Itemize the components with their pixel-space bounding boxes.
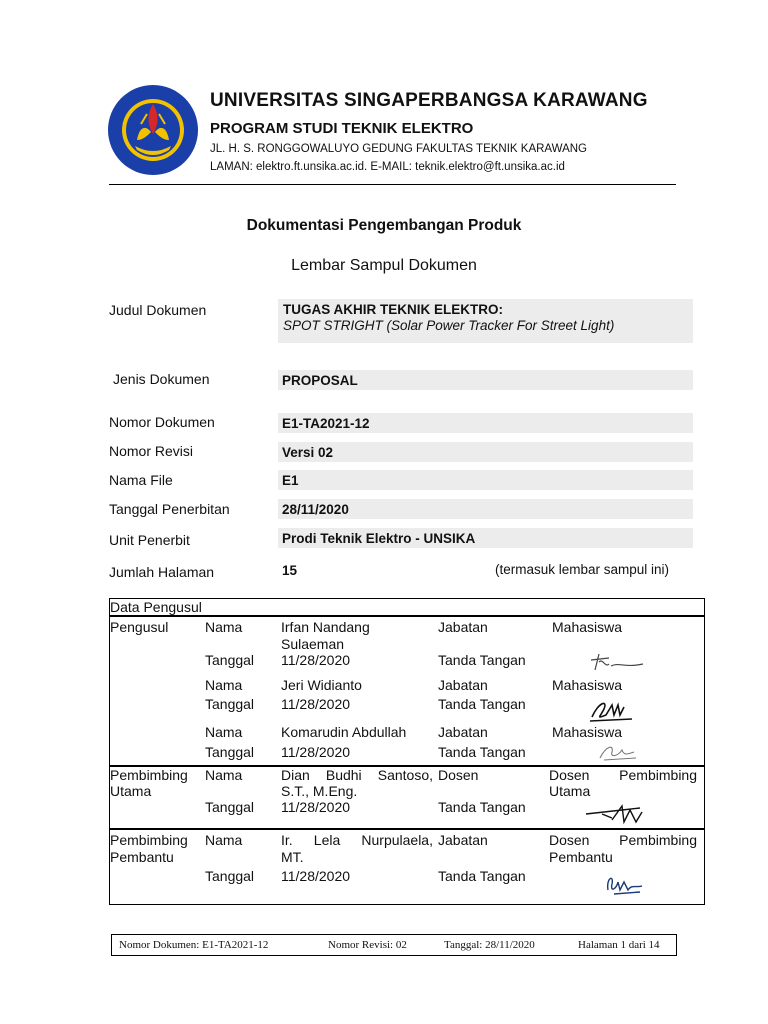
nomor-value: E1-TA2021-12 (278, 413, 693, 433)
nama-label: Nama (205, 724, 243, 740)
ttd-label: Tanda Tangan (438, 652, 526, 668)
nama-label: Nama (205, 619, 243, 635)
judul-line-1: TUGAS AKHIR TEKNIK ELEKTRO: (283, 302, 503, 317)
tanggal-label: Tanggal Penerbitan (109, 501, 230, 517)
ttd-label: Tanda Tangan (438, 744, 526, 760)
person-role-cont: Pembantu (549, 849, 613, 865)
footer-halaman: Halaman 1 dari 14 (578, 939, 660, 951)
person-date: 11/28/2020 (281, 799, 351, 815)
ttd-label: Tanda Tangan (438, 868, 526, 884)
jabatan-label: Dosen (438, 767, 479, 783)
judul-label: Judul Dokumen (109, 302, 207, 318)
address: JL. H. S. RONGGOWALUYO GEDUNG FAKULTAS TEKNIK KARAWANG (210, 143, 588, 155)
person-role: Mahasiswa (552, 724, 623, 740)
person-date: 11/28/2020 (281, 868, 351, 884)
document-subtitle: Lembar Sampul Dokumen (291, 257, 477, 274)
tanggal-label: Tanggal (205, 744, 255, 760)
tanggal-label: Tanggal (205, 799, 255, 815)
revisi-label: Nomor Revisi (109, 443, 194, 459)
page-footer (111, 934, 677, 956)
person-name: Komarudin Abdullah (281, 724, 407, 740)
jenis-label: Jenis Dokumen (113, 371, 210, 387)
file-label: Nama File (109, 472, 173, 488)
person-role: Mahasiswa (552, 677, 623, 693)
web-email: LAMAN: elektro.ft.unsika.ac.id. E-MAIL: teknik.elektro@ft.unsika.ac.id (210, 161, 565, 173)
ttd-label: Tanda Tangan (438, 799, 526, 815)
university-name: UNIVERSITAS SINGAPERBANGSA KARAWANG (210, 90, 648, 111)
file-value: E1 (278, 470, 693, 490)
jabatan-label: Jabatan (438, 724, 488, 740)
group-pembimbing-pembantu: Pembimbing (110, 832, 188, 848)
signature-icon (585, 648, 647, 676)
document-title: Dokumentasi Pengembangan Produk (246, 217, 522, 234)
halaman-label: Jumlah Halaman (109, 564, 215, 580)
judul-line-2: SPOT STRIGHT (Solar Power Tracker For Street Light) (283, 318, 615, 333)
table-header: Data Pengusul (110, 599, 202, 615)
unit-value: Prodi Teknik Elektro - UNSIKA (278, 528, 693, 548)
signature-icon (596, 740, 640, 764)
signature-icon (600, 870, 648, 898)
jabatan-label: Jabatan (438, 677, 488, 693)
jabatan-label: Jabatan (438, 832, 488, 848)
table-divider (109, 615, 705, 617)
person-name: Dian Budhi Santoso, (281, 767, 433, 783)
person-date: 11/28/2020 (281, 696, 351, 712)
nama-label: Nama (205, 677, 243, 693)
signature-icon (582, 800, 652, 828)
ttd-label: Tanda Tangan (438, 696, 526, 712)
group-pembimbing-pembantu-cont: Pembantu (110, 849, 174, 865)
group-pengusul: Pengusul (110, 619, 169, 635)
person-name: Irfan Nandang (281, 619, 370, 635)
person-role: Mahasiswa (552, 619, 623, 635)
person-name-cont: S.T., M.Eng. (281, 783, 358, 799)
person-name-cont: Sulaeman (281, 636, 345, 652)
person-date: 11/28/2020 (281, 744, 351, 760)
jabatan-label: Jabatan (438, 619, 488, 635)
nomor-label: Nomor Dokumen (109, 414, 215, 430)
tanggal-label: Tanggal (205, 696, 255, 712)
tanggal-label: Tanggal (205, 868, 255, 884)
group-pembimbing-utama: Pembimbing (110, 767, 188, 783)
footer-revisi: Nomor Revisi: 02 (328, 939, 407, 951)
header-divider (109, 184, 676, 185)
program-name: PROGRAM STUDI TEKNIK ELEKTRO (210, 120, 474, 137)
halaman-value: 15 (282, 563, 298, 578)
group-pembimbing-utama-cont: Utama (110, 783, 152, 799)
table-divider (109, 828, 705, 830)
person-date: 11/28/2020 (281, 652, 351, 668)
person-name-cont: MT. (281, 849, 304, 865)
person-role: Dosen Pembimbing (549, 832, 697, 848)
university-seal-icon (107, 84, 199, 176)
footer-tanggal: Tanggal: 28/11/2020 (444, 939, 535, 951)
nama-label: Nama (205, 767, 243, 783)
signature-icon (586, 695, 636, 725)
tanggal-label: Tanggal (205, 652, 255, 668)
nama-label: Nama (205, 832, 243, 848)
unit-label: Unit Penerbit (109, 532, 190, 548)
person-name: Ir. Lela Nurpulaela, (281, 832, 433, 848)
jenis-value: PROPOSAL (278, 370, 693, 390)
tanggal-value: 28/11/2020 (278, 499, 693, 519)
person-role-cont: Utama (549, 783, 591, 799)
judul-value (278, 299, 693, 343)
halaman-note: (termasuk lembar sampul ini) (495, 562, 670, 577)
person-name: Jeri Widianto (281, 677, 362, 693)
person-role: Dosen Pembimbing (549, 767, 697, 783)
footer-nomor: Nomor Dokumen: E1-TA2021-12 (119, 939, 269, 951)
revisi-value: Versi 02 (278, 442, 693, 462)
